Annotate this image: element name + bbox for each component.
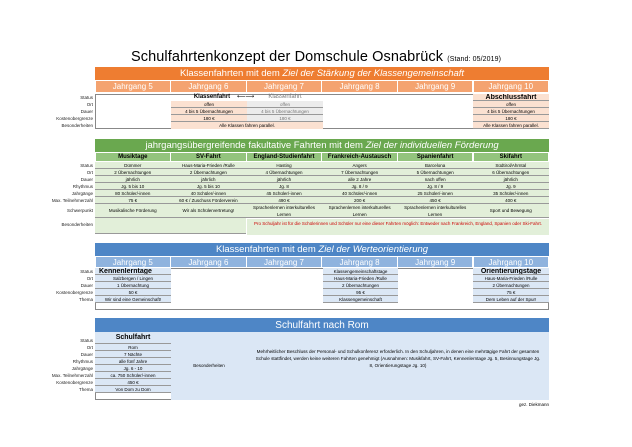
s2-cell: nach offen	[397, 176, 473, 183]
s2-cell: Sprachenlernen interkulturelles Lernen	[246, 204, 322, 218]
s4-col: Schulfahrt Rom 7 Nächte alle fünf Jahre Jg. 6 - 10 ca. 750 Schüler/-innen 450 € Von Dom zu Dom	[95, 332, 171, 393]
signature: gez. Diekmann	[518, 402, 549, 407]
s2-cell: Angers	[322, 162, 398, 169]
s2-trip-header: Spanienfahrt	[398, 153, 473, 161]
s2-cell: Dümmer	[95, 162, 171, 169]
s3-grade-header: Jahrgang 9	[398, 257, 473, 267]
s2-cell: 5 Übernachtungen	[397, 169, 473, 176]
s2-cell: jährlich	[95, 176, 171, 183]
s2-cell: 45 Schüler/-innen	[246, 190, 322, 197]
s2-cell: 450 €	[397, 197, 473, 204]
s2-col	[246, 162, 322, 218]
s2-cell: Jg. 5 bis 10	[171, 183, 247, 190]
s2-cell: Sprachenlernen interkulturelles Lernen	[397, 204, 473, 218]
s4-text: Mehrheitlicher Beschluss der Personal- und Schulkonferenz erforderlich. In den Schuljahren, in denen eine mehrtägige Fahrt der gesamten Schule stattfindet, werden keine weiteren Fahrten genehmigt (Ausnahmen: Musikfahrt, SV-Fahrt, Kennenlerntage Jg. 5, Besinnungstage Jg. 8, Orientierungstage Jg. 10)	[247, 332, 549, 400]
s1-grade-header: Jahrgang 7	[247, 81, 322, 92]
arrow-icon: ⟵⟶	[237, 94, 255, 100]
s2-cell: Jg. 8 / 9	[397, 183, 473, 190]
s2-cell: 200 €	[322, 197, 398, 204]
s2-cell: 4 Übernachtungen	[246, 169, 322, 176]
s1-labels: Status Ort Dauer Kostenobergrenze Besonderheiten	[56, 95, 93, 128]
page-title: Schulfahrtenkonzept der Domschule Osnabrück (Stand: 05/2019)	[130, 49, 502, 65]
s2-cell: Sport und Bewegung	[473, 204, 549, 218]
s2-col	[473, 162, 549, 218]
s1-col6: offen 4 bis 5 Übernachtungen 180 €	[171, 101, 247, 122]
s1-col10: Abschlussfahrt offen 4 bis 5 Übernachtungen 180 € Alle Klassen fahren parallel.	[473, 94, 549, 129]
section1-banner: Klassenfahrten mit dem Ziel der Stärkung der Klassengemeinschaft	[95, 67, 549, 80]
s2-cell: jährlich	[171, 176, 247, 183]
s2-labels: Status Ort Dauer Rhythmus Jahrgänge Max. Teilnehmerzahl Schwerpunkt Besonderheiten	[51, 163, 93, 227]
s1-grade-header: Jahrgang 8	[322, 81, 397, 92]
s2-col	[95, 162, 171, 234]
s3-col5: Kennenlerntage Salzbergen / Lingen 1 Übernachtung 50 € Wir sind eine Gemeinschaft!	[95, 268, 171, 303]
s2-cell: jährlich	[473, 176, 549, 183]
s3-grade-header: Jahrgang 7	[247, 257, 322, 267]
s1-klassenfahrt-6: Klassenfahrt	[193, 94, 231, 100]
s2-cell: 2 Übernachtungen	[171, 169, 247, 176]
s2-col	[171, 162, 247, 234]
s2-cell: 75 €	[95, 197, 171, 204]
s2-cell: 2 Übernachtungen	[95, 169, 171, 176]
s2-cell: Musikalische Förderung	[95, 204, 171, 218]
s4-besonderheiten-label: Besonderheiten	[171, 332, 247, 400]
s2-col	[322, 162, 398, 218]
s2-trip-header: Frankreich-Austausch	[322, 153, 397, 161]
s2-cell: 60 € / Zuschuss Förderverein	[171, 197, 247, 204]
s2-cell: 40 Schüler/-innen	[322, 190, 398, 197]
s2-cell: jährlich	[246, 176, 322, 183]
s2-cell: Jg. 8 / 9	[322, 183, 398, 190]
s1-grade-header: Jahrgang 10	[474, 81, 549, 92]
s3-grade-header: Jahrgang 8	[322, 257, 397, 267]
s2-note: Pro Schuljahr ist für die Schülerinnen und Schüler nur eine dieser Fahrten möglich: Entweder nach Frankreich, England, Spanien oder Ski-Fahrt.	[247, 219, 549, 235]
section2-banner: jahrgangsübergreifende fakultative Fahrten mit dem Ziel der individuellen Förderung	[95, 139, 549, 152]
s1-klassenfahrt-7: Klassenfahrt	[268, 94, 302, 100]
s2-cell: Hasting	[246, 162, 322, 169]
section4-banner: Schulfahrt nach Rom	[95, 318, 549, 332]
s3-col8: Klassengemeinschaftstage Haus-Maria-Frieden /Rulle 2 Übernachtungen 95 € Klassengemeinschaft	[323, 268, 398, 303]
s4-labels: Status Ort Dauer Rhythmus Jahrgänge Max. Teilnehmerzahl Kostenobergrenze Thema	[51, 338, 93, 392]
s2-cell: Haus-Maria-Frieden /Rulle	[171, 162, 247, 169]
s2-cell: 490 €	[246, 197, 322, 204]
s1-grade-header: Jahrgang 9	[398, 81, 473, 92]
s2-cell: 40 Schüler/-innen	[171, 190, 247, 197]
section3-banner: Klassenfahrten mit dem Ziel der Werteorientierung	[95, 243, 549, 256]
s2-cell: 80 Schüler/-innen	[95, 190, 171, 197]
s2-cell: Jg. 5 bis 10	[95, 183, 171, 190]
s2-trip-header: Musiktage	[96, 153, 171, 161]
s2-cell: 25 Schüler/-innen	[397, 190, 473, 197]
s3-col10: Orientierungstage Haus-Maria-Frieden /Rulle 2 Übernachtungen 75 € Dem Leben auf der Spur!	[473, 268, 549, 303]
s2-cell: Wir als Schülervertretung!	[171, 204, 247, 218]
s1-besonderheiten-6-7: Alle Klassen fahren parallel.	[171, 122, 323, 129]
s2-cell: 35 Schüler/-innen	[473, 190, 549, 197]
s2-cell: 400 €	[473, 197, 549, 204]
s3-grade-header: Jahrgang 10	[474, 257, 549, 267]
s2-empty	[95, 218, 171, 234]
s2-cell: Jg. 9	[473, 183, 549, 190]
s2-cell: Sprachenlernen interkulturelles Lernen	[322, 204, 398, 218]
s1-grade-header: Jahrgang 6	[171, 81, 246, 92]
s3-labels: Status Ort Dauer Kostenobergrenze Thema	[56, 269, 93, 302]
s1-grade-header: Jahrgang 5	[96, 81, 171, 92]
s3-grade-header: Jahrgang 5	[96, 257, 171, 267]
s2-cell: 6 Übernachtungen	[473, 169, 549, 176]
s2-trip-header: Skifahrt	[474, 153, 549, 161]
s2-col	[397, 162, 473, 218]
s2-cell: Barcelona	[397, 162, 473, 169]
s2-cell: alle 2 Jahre	[322, 176, 398, 183]
s2-cell: Südtirol/Ahrntal	[473, 162, 549, 169]
s2-cell: 7 Übernachtungen	[322, 169, 398, 176]
s1-col7: offen 4 bis 5 Übernachtungen 180 €	[247, 101, 323, 122]
s2-trip-header: SV-Fahrt	[171, 153, 246, 161]
s2-empty	[171, 218, 247, 234]
s3-grade-header: Jahrgang 6	[171, 257, 246, 267]
s2-cell: Jg. 8	[246, 183, 322, 190]
s2-trip-header: England-Studienfahrt	[247, 153, 322, 161]
